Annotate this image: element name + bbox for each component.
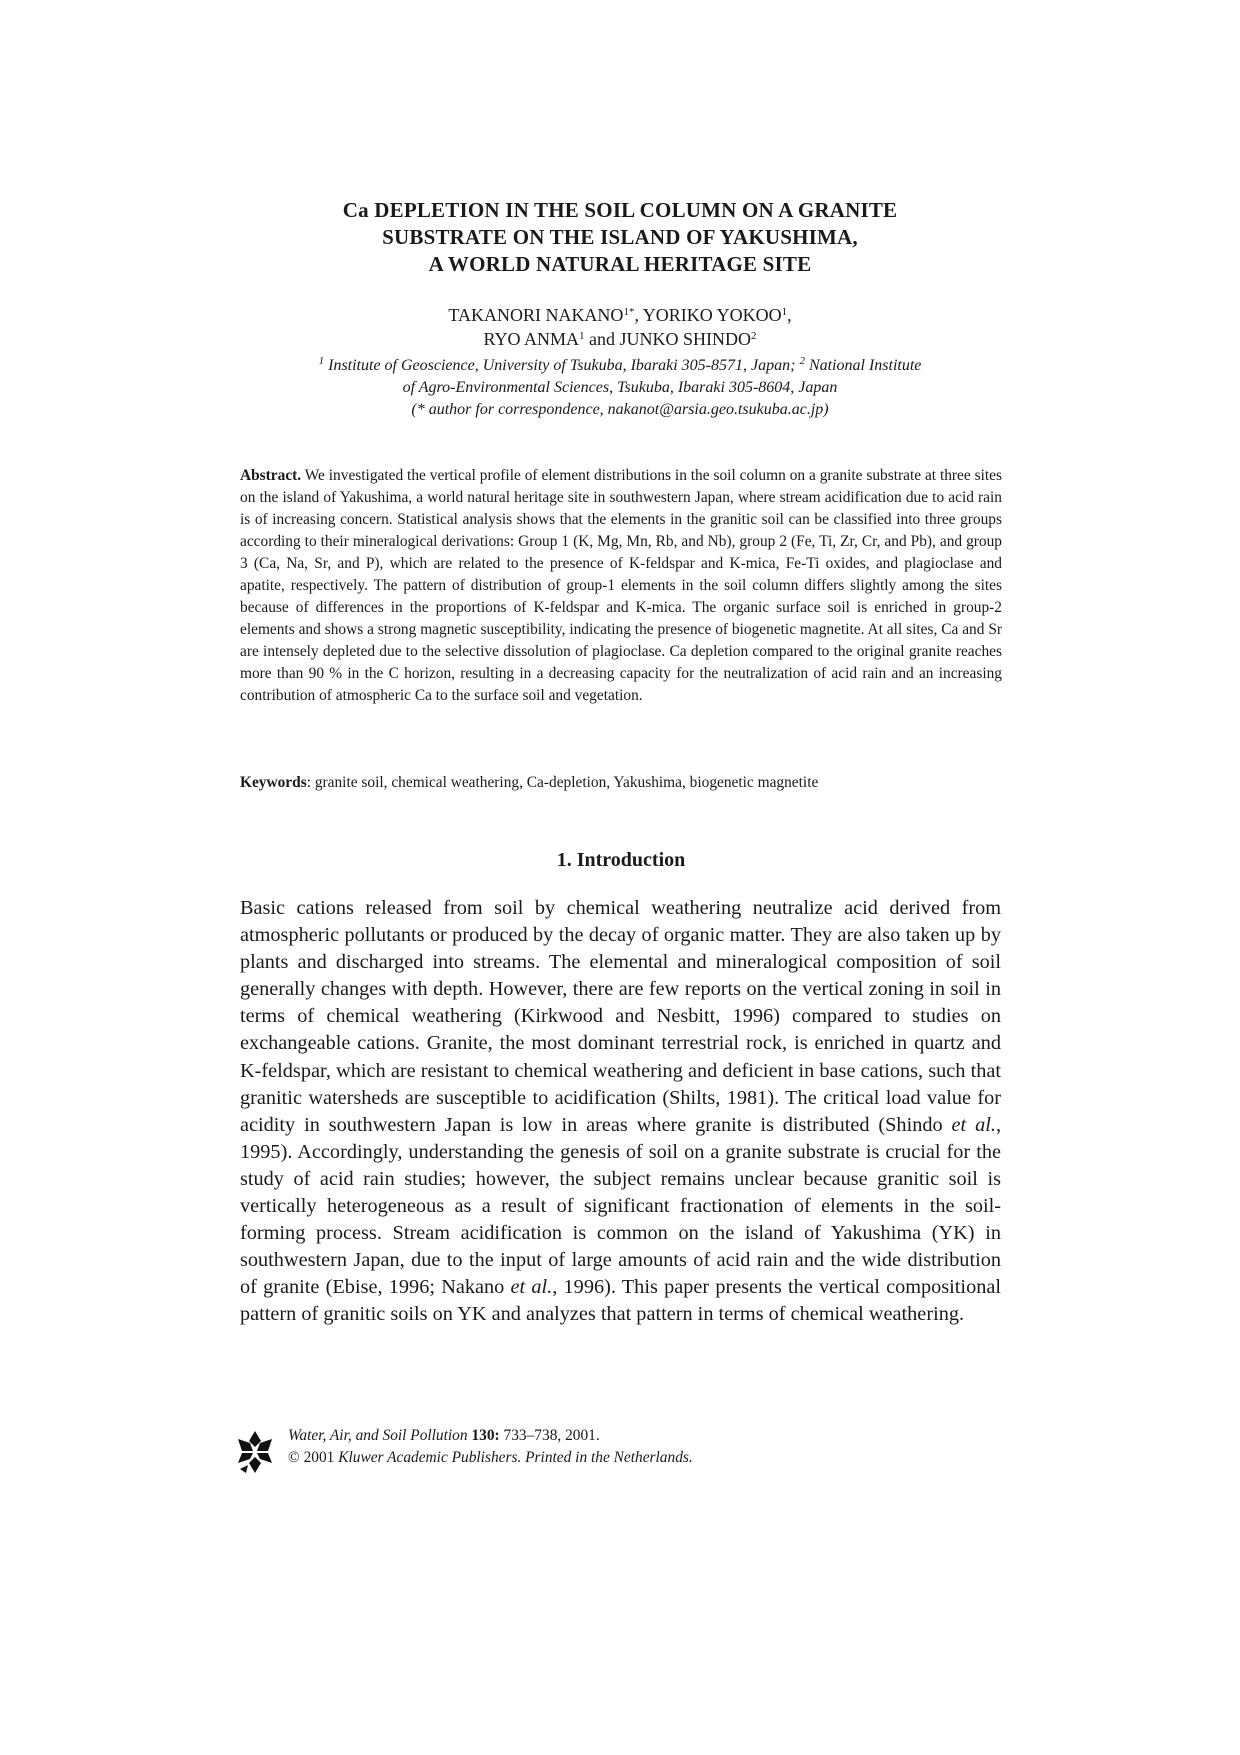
- title-line-3: A WORLD NATURAL HERITAGE SITE: [428, 252, 812, 276]
- intro-etal-2: et al.: [510, 1276, 553, 1299]
- affil-sup-2: 2: [799, 355, 805, 367]
- affiliation-line-2: of Agro-Environmental Sciences, Tsukuba, Ibaraki 305-8604, Japan: [402, 379, 838, 396]
- author-list: [200, 303, 1040, 351]
- title-line-2: SUBSTRATE ON THE ISLAND OF YAKUSHIMA,: [382, 225, 858, 249]
- footer-line-journal: [288, 1425, 693, 1447]
- affiliations: [180, 355, 1060, 421]
- author-conjunction: and: [589, 329, 615, 349]
- abstract-text: We investigated the vertical profile of element distributions in the soil column on a granite substrate at three sites on the island of Yakushima, a world natural heritage site in southwestern Japan, where stream acidification due to acid rain is of increasing concern. Statistical analysis shows that the elements in the granitic soil can be classified into three groups according to their mineralogical derivations: Group 1 (K, Mg, Mn, Rb, and Nb), group 2 (Fe, Ti, Zr, Cr, and Pb), and group 3 (Ca, Na, Sr, and P), which are related to the presence of K-feldspar and K-mica, Fe-Ti oxides, and plagioclase and apatite, respectively. The pattern of distribution of group-1 elements in the soil column differs slightly among the sites because of differences in the proportions of K-feldspar and K-mica. The organic surface soil is enriched in group-2 elements and shows a strong magnetic susceptibility, indicating the presence of biogenetic magnetite. At all sites, Ca and Sr are intensely depleted due to the selective dissolution of plagioclase. Ca depletion compared to the original granite reaches more than 90 % in the C horizon, resulting in a decreasing capacity for the neutralization of acid rain and an increasing contribution of atmospheric Ca to the surface soil and vegetation.: [240, 467, 1002, 704]
- keywords-text: : granite soil, chemical weathering, Ca-depletion, Yakushima, biogenetic magnetite: [306, 774, 819, 791]
- keywords-label: Keywords: [240, 774, 307, 791]
- journal-footer: [236, 1425, 936, 1495]
- author-anma-sup: 1: [579, 330, 585, 342]
- affil-sup-1: 1: [318, 355, 325, 367]
- abstract-label: Abstract.: [240, 467, 302, 484]
- author-nakano-sup: 1*: [623, 306, 635, 318]
- abstract: [240, 465, 1002, 707]
- affiliation-correspondence: (* author for correspondence, nakanot@arsia.geo.tsukuba.ac.jp): [411, 401, 829, 418]
- journal-volume: 130:: [471, 1427, 500, 1444]
- journal-pages: 733–738, 2001.: [503, 1427, 600, 1444]
- author-shindo: JUNKO SHINDO: [619, 329, 752, 349]
- paper-title: [200, 197, 1040, 278]
- intro-text-3: , 1996). This paper presents the vertical compositional pattern of granitic soils on YK and analyzes that pattern in terms of chemical weathering.: [240, 1276, 1001, 1326]
- affiliation-line-1: [180, 355, 1060, 377]
- author-nakano: TAKANORI NAKANO: [448, 305, 624, 325]
- author-yokoo-sup: 1: [781, 306, 788, 318]
- affil-national-institute: National Institute: [808, 357, 922, 374]
- title-line-1: Ca DEPLETION IN THE SOIL COLUMN ON A GRANITE: [342, 198, 898, 222]
- author-line-2: [200, 327, 1040, 351]
- intro-etal-1: et al.: [951, 1113, 996, 1136]
- author-line-1: TAKANORI $NAKANO^{1*}$, YORIKO YOKOO$^1$,: [448, 305, 792, 325]
- author-anma: RYO ANMA: [483, 329, 579, 349]
- footer-citation: [288, 1425, 693, 1469]
- keywords: [240, 772, 1002, 794]
- author-shindo-sup: 2: [751, 330, 757, 342]
- footer-line-copyright: [288, 1447, 693, 1469]
- copyright-symbol: ©: [288, 1449, 300, 1466]
- publisher-statement: Kluwer Academic Publishers. Printed in the Netherlands.: [338, 1449, 693, 1466]
- affil-institute-geoscience: Institute of Geoscience, University of Tsukuba, Ibaraki 305-8571, Japan;: [328, 357, 796, 374]
- copyright-year: 2001: [303, 1449, 335, 1466]
- section-heading-introduction: 1. Introduction: [556, 849, 686, 871]
- author-yokoo: YORIKO YOKOO: [642, 305, 782, 325]
- intro-text-1: Basic cations released from soil by chemical weathering neutralize acid derived from atmospheric pollutants or produced by the decay of organic matter. They are also taken up by plants and discharged into streams. The elemental and mineralogical composition of soil generally changes with depth. However, there are few reports on the vertical zoning in soil in terms of chemical weathering (Kirkwood and Nesbitt, 1996) compared to studies on exchangeable cations. Granite, the most dominant terrestrial rock, is enriched in quartz and K-feldspar, which are resistant to chemical weathering and deficient in base cations, such that granitic watersheds are susceptible to acidification (Shilts, 1981). The critical load value for acidity in southwestern Japan is low in areas where granite is distributed (Shindo: [240, 897, 1001, 1136]
- intro-text-2: , 1995). Accordingly, understanding the genesis of soil on a granite substrate is crucial for the study of acid rain studies; however, the subject remains unclear because granitic soil is vertically heterogeneous as a result of significant fractionation of elements in the soil-forming process. Stream acidification is common on the island of Yakushima (YK) in southwestern Japan, due to the input of large amounts of acid rain and the wide distribution of granite (Ebise, 1996; Nakano: [240, 1113, 1002, 1299]
- introduction-paragraph: [240, 895, 1001, 1329]
- journal-name: Water, Air, and Soil Pollution: [288, 1427, 468, 1444]
- kluwer-logo-icon: [236, 1429, 274, 1475]
